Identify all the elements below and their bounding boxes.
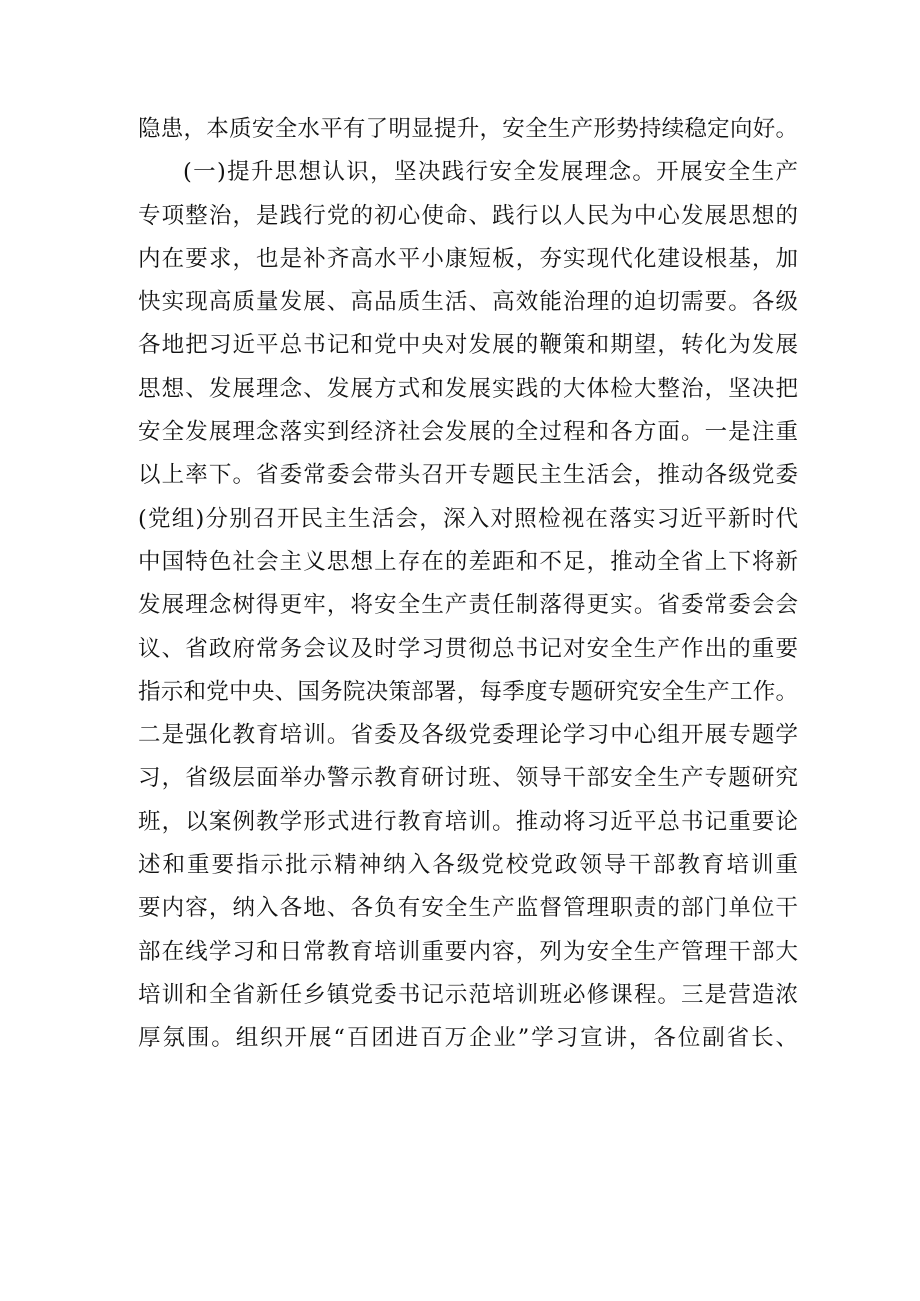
text-line: 习，省级层面举办警示教育研讨班、领导干部安全生产专题研究	[138, 765, 798, 792]
text-line: 指示和党中央、国务院决策部署，每季度专题研究安全生产工作。	[138, 678, 798, 705]
text-line: 议、省政府常务会议及时学习贯彻总书记对安全生产作出的重要	[138, 635, 798, 662]
text-line: 以上率下。省委常委会带头召开专题民主生活会，推动各级党委	[138, 462, 798, 489]
text-line: 隐患，本质安全水平有了明显提升，安全生产形势持续稳定向好。	[138, 116, 798, 142]
text-line: 部在线学习和日常教育培训重要内容，列为安全生产管理干部大	[138, 938, 798, 965]
paragraph-heading-line: (一)提升思想认识，坚决践行安全发展理念。开展安全生产	[183, 159, 798, 186]
text-line: 中国特色社会主义思想上存在的差距和不足，推动全省上下将新	[138, 548, 798, 575]
text-line: 专项整治，是践行党的初心使命、践行以人民为中心发展思想的	[138, 202, 798, 229]
text-line: (党组)分别召开民主生活会，深入对照检视在落实习近平新时代	[138, 505, 798, 532]
text-line: 二是强化教育培训。省委及各级党委理论学习中心组开展专题学	[138, 722, 798, 749]
text-line: 安全发展理念落实到经济社会发展的全过程和各方面。一是注重	[138, 419, 798, 446]
text-line: 发展理念树得更牢，将安全生产责任制落得更实。省委常委会会	[138, 592, 798, 619]
text-line: 要内容，纳入各地、各负有安全生产监督管理职责的部门单位干	[138, 895, 798, 922]
document-body	[138, 108, 798, 1061]
text-line: 思想、发展理念、发展方式和发展实践的大体检大整治，坚决把	[138, 375, 798, 402]
text-line: 内在要求，也是补齐高水平小康短板，夯实现代化建设根基，加	[138, 245, 798, 272]
text-line: 培训和全省新任乡镇党委书记示范培训班必修课程。三是营造浓	[138, 981, 798, 1008]
text-line: 快实现高质量发展、高品质生活、高效能治理的迫切需要。各级	[138, 289, 798, 316]
text-line: 班，以案例教学形式进行教育培训。推动将习近平总书记重要论	[138, 808, 798, 835]
text-line: 厚氛围。组织开展“百团进百万企业”学习宣讲，各位副省长、	[138, 1025, 798, 1052]
text-line: 述和重要指示批示精神纳入各级党校党政领导干部教育培训重	[138, 852, 798, 879]
text-line: 各地把习近平总书记和党中央对发展的鞭策和期望，转化为发展	[138, 332, 798, 359]
